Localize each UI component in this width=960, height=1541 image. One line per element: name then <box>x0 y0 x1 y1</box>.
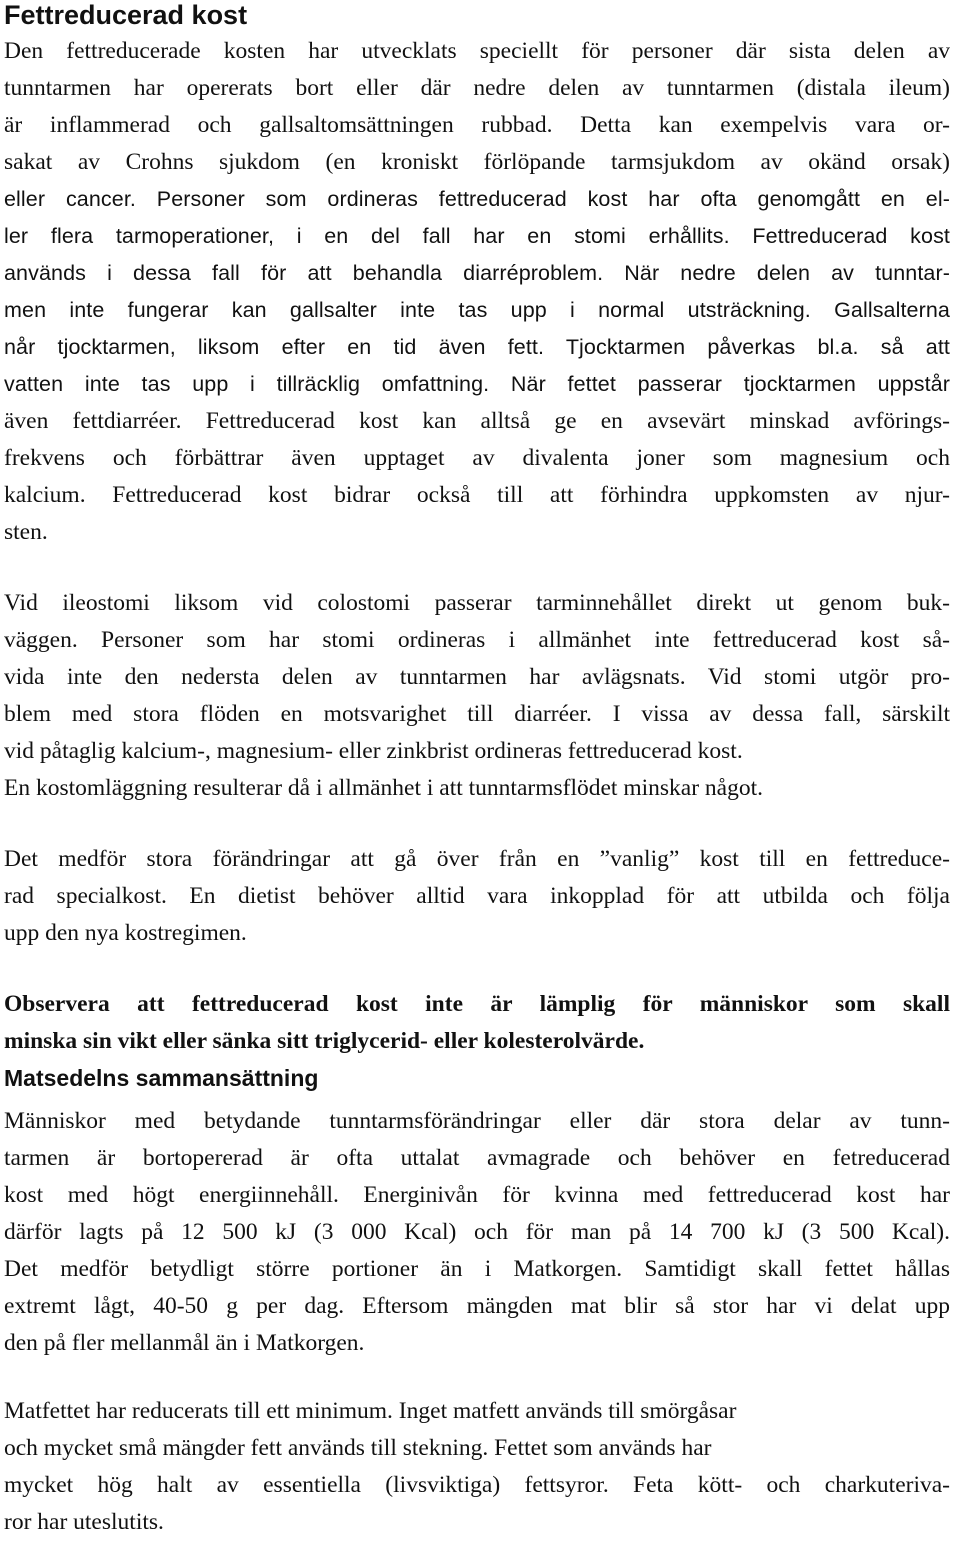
warning-line: Observera att fettreducerad kost inte är lämplig för människor som skall <box>4 991 950 1017</box>
text-line: vatten inte tas upp i tillräcklig omfattning. När fettet passerar tjocktarmen uppstår <box>4 372 950 396</box>
text-line: även fettdiarréer. Fettreducerad kost kan alltså ge en avsevärt minskad avförings- <box>4 408 950 434</box>
text-line: Det medför betydligt större portioner än i Matkorgen. Samtidigt skall fettet hållas <box>4 1256 950 1282</box>
text-line: Vid ileostomi liksom vid colostomi passerar tarminnehållet direkt ut genom buk- <box>4 590 950 616</box>
text-line: men inte fungerar kan gallsalter inte tas upp i normal utsträckning. Gallsalterna <box>4 298 950 322</box>
text-line: frekvens och förbättrar även upptaget av divalenta joner som magnesium och <box>4 445 950 471</box>
text-line: väggen. Personer som har stomi ordineras i allmänhet inte fettreducerad kost så- <box>4 627 950 653</box>
text-line: upp den nya kostregimen. <box>4 920 247 946</box>
page-title: Fettreducerad kost <box>4 0 248 30</box>
text-line: mycket hög halt av essentiella (livsviktiga) fettsyror. Feta kött- och charkuteriva- <box>4 1472 950 1498</box>
text-line: vid påtaglig kalcium-, magnesium- eller zinkbrist ordineras fettreducerad kost. <box>4 738 743 764</box>
text-line: Matfettet har reducerats till ett minimum. Inget matfett används till smörgåsar <box>4 1398 737 1424</box>
text-line: blem med stora flöden en motsvarighet till diarréer. I vissa av dessa fall, särskilt <box>4 701 950 727</box>
paragraph-stomi <box>4 585 950 807</box>
paragraph-gap <box>4 551 950 585</box>
text-line: tunntarmen har opererats bort eller där nedre delen av tunntarmen (distala ileum) <box>4 75 950 101</box>
paragraph-dietist <box>4 841 950 952</box>
text-line: den på fler mellanmål än i Matkorgen. <box>4 1330 365 1356</box>
text-line: extremt lågt, 40-50 g per dag. Eftersom mängden mat blir så stor har vi delat upp <box>4 1293 950 1319</box>
document-page <box>4 0 950 1541</box>
text-line: vida inte den nedersta delen av tunntarmen har avlägsnats. Vid stomi utgör pro- <box>4 664 950 690</box>
text-line: når tjocktarmen, liksom efter en tid även fett. Tjocktarmen påverkas bl.a. så att <box>4 335 950 359</box>
text-line: sten. <box>4 519 48 545</box>
text-line: används i dessa fall för att behandla diarréproblem. När nedre delen av tunntar- <box>4 261 950 285</box>
warning-line: minska sin vikt eller sänka sitt triglycerid- eller kolesterolvärde. <box>4 1028 645 1054</box>
section-heading: Matsedelns sammansättning <box>4 1065 319 1091</box>
text-line: tarmen är bortopererad är ofta uttalat avmagrade och behöver en fetreducerad <box>4 1145 950 1171</box>
text-line: Den fettreducerade kosten har utvecklats speciellt för personer där sista delen av <box>4 38 950 64</box>
text-line: ler flera tarmoperationer, i en del fall har en stomi erhållits. Fettreducerad kost <box>4 224 950 248</box>
text-line: och mycket små mängder fett används till stekning. Fettet som används har <box>4 1435 712 1461</box>
paragraph-gap <box>4 952 950 986</box>
warning-note <box>4 986 950 1060</box>
text-line: eller cancer. Personer som ordineras fettreducerad kost har ofta genomgått en el- <box>4 187 950 211</box>
paragraph-intro <box>4 33 950 551</box>
text-line: Människor med betydande tunntarmsförändringar eller där stora delar av tunn- <box>4 1108 950 1134</box>
text-line: kost med högt energiinnehåll. Energinivån för kvinna med fettreducerad kost har <box>4 1182 950 1208</box>
paragraph-matsedel <box>4 1103 950 1362</box>
text-line: ror har uteslutits. <box>4 1509 164 1535</box>
text-line: kalcium. Fettreducerad kost bidrar också till att förhindra uppkomsten av njur- <box>4 482 950 508</box>
text-line: En kostomläggning resulterar då i allmänhet i att tunntarmsflödet minskar något. <box>4 775 763 801</box>
text-line: därför lagts på 12 500 kJ (3 000 Kcal) och för man på 14 700 kJ (3 500 Kcal). <box>4 1219 950 1245</box>
paragraph-matfett <box>4 1393 950 1541</box>
text-line: sakat av Crohns sjukdom (en kroniskt förlöpande tarmsjukdom av okänd orsak) <box>4 149 950 175</box>
text-line: Det medför stora förändringar att gå över från en ”vanlig” kost till en fettreduce- <box>4 846 950 872</box>
paragraph-gap <box>4 1362 950 1393</box>
paragraph-gap <box>4 807 950 841</box>
text-line: rad specialkost. En dietist behöver alltid vara inkopplad för att utbilda och följa <box>4 883 950 909</box>
text-line: är inflammerad och gallsaltomsättningen rubbad. Detta kan exempelvis vara or- <box>4 112 950 138</box>
